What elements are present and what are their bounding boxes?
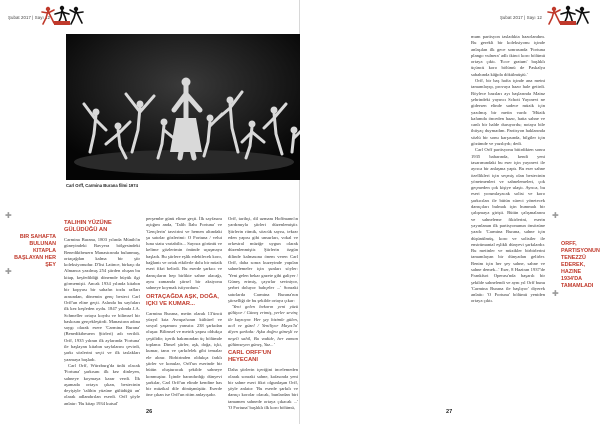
carmina-burana-photo xyxy=(66,34,302,180)
cross-ornament-icon: ✚ xyxy=(552,289,559,298)
paragraph: perşembe günü elime geçti. İlk sayfasını açtığım anda, 'Talih İlahı Fortuna' ve 'Gençlerin' tasvirini ve hemen altındaki şu satırlar gözlerimi: O Fortuna / velut luna statu variabilis... Sayısız görüntü ve kelime gözlerimin önünde uçuşmaya başladı. Bu şiirlere eşlik edebilecek koro, bağlantı ve ortak etkilerle dolu bir müzik eseri fikri belirdi. Bu eserde şarkıcı ve dansçıların hep birlikte sahne alacağı, aynı zamanda şiirsel bir aksiyonu sahneye koymak istiyordum.' xyxy=(146,216,222,291)
article-column-2 xyxy=(146,216,222,406)
quoted-verse: 'Yeni gelen bekarın yeni yüzü gülüyor / Güneş erimiş, yerler sevinç ile kaynıyor. Her şey bizimle gülen, acil ve güzel / Yeniliyor Mayıs'la' diyen şarkıda: Aşka doğru güneşli ve neşeli sahil, Bu vadide, her zaman gülümseyen güneş, Yaz...' xyxy=(228,304,298,347)
photo-caption: Carl Orff, Carmina Burana filmi 1974 xyxy=(66,183,138,188)
magazine-logo xyxy=(546,4,590,26)
article-column-3 xyxy=(228,216,298,411)
right-page xyxy=(300,0,600,424)
article-column-1 xyxy=(64,220,140,406)
magazine-logo xyxy=(40,4,84,26)
pull-quote-left: BIR SAHAFTA BULUNAN KITAPLA BAŞLAYAN HER ŞEY xyxy=(14,234,56,268)
paragraph: Orff, tarihçi, dil uzmanı Hoffmann'ın yardımıyla şiirleri düzenlemiştir. Şiirlerin ritmik, sözcük sayısı, tekrar eden yapısı gibi unsurları, vokal ve orkestral müziğe uygun olarak düzenlenmiştir. Şiirlerin özgün dilinde kalmasına önem veren Carl Orff, daha sonra kuzeyinde yapılan sahnelemeler için şunları söyler: 'Yeni gelen bekar gazete gibi galiyer / Güneş erimiş, çayırlar seviniyor, şerbet doluyor bahçeler ...' Sonraki satırlarda Carmina Burana'nın şiirselliği de bu şekilde ortaya çıkar: xyxy=(228,216,298,303)
paragraph: Carmina Burana, 1803 yılında Münih'in güneyindeki Bavyera bölgesindeki Benediktbeuern Manastırında bulunmuş, ortaçağdan kalma bir şiir koleksiyonudur. D'lisi Latince, birkaçı da Almanca yazılmış 254 şiirden oluşan bu kitap, keşfedildiği dönemde büyük ilgi görmemişti. Ancak 1934 yılında kitabın bir kopyası bir sahafın tozlu rafları arasından, dönemin genç besteci Carl Orff'un eline geçti. Aslında bu sayfaları ilk kez keşfeden oydu. 1847 yılında J.A. Schmeller ortaya koydu ve bilimsel bir baskısını gerçekleştirdi. Manastırın adına saygı olarak esere 'Carmina Burana' (Benediktbeuern Şiirleri) adı verildi. Orff, 1935 yılının ilk aylarında 'Fortuna' ile başlayan kitabın sayfalarını çevirdi, şarkı sözlerini seçti ve ilk taslakları yazmaya başladı. xyxy=(64,237,140,362)
section-heading: ORTAÇAĞDA AŞK, DOĞA, IÇKI VE KUMAR... xyxy=(146,293,219,307)
paragraph: Carl Orff, Würzburg'da ünlü olacak 'Fortuna' şarkısını ilk kez dinleyen, sahneye koymaya karar verdi. İlk aşamada ortaya çıkan, bestecinin deyişiyle 'talihin yüzüne gülüdüğü an' olarak adlandırılan eserdi. Orff şöyle anlatır: 'Bu kitap 1934 kutsal' xyxy=(64,362,140,406)
issue-label: Şubat 2017 | Sayı 12 xyxy=(499,15,542,20)
cross-ornament-icon: ✚ xyxy=(5,211,12,220)
dancers-logo-icon xyxy=(546,4,590,26)
page-number: 26 xyxy=(146,409,153,415)
dancers-logo-icon xyxy=(40,4,84,26)
paragraph: Daha şiirlerin içeriğini incelemeden olarak sonraki sahne, kafasında yeni bir sahne eseri fikri olgunlaşan Orff, şöyle anlatır: 'Bu eserde şarkılı ve dansçı korolar olacak, bunlardan biri tamamen sahnede ortaya çıkacak ...' 'O Fortuna' başlıklı ilk koro bölümü, xyxy=(228,367,298,411)
section-heading: CARL ORFF'UN HEYECANI xyxy=(228,350,272,364)
article-column-6 xyxy=(471,34,545,406)
page-number: 27 xyxy=(446,409,453,415)
dancers-stage-photo-icon xyxy=(66,34,302,180)
cross-ornament-icon: ✚ xyxy=(552,211,559,220)
section-heading: TALIHIN YÜZÜNE GÜLÜDÜĞÜ AN xyxy=(64,220,112,233)
issue-label: Şubat 2017 | Sayı 12 xyxy=(8,15,51,20)
paragraph: Orff, bir baş hafta içinde ana metni tamamlayıp, provaya hazır hale getirdi. Böylece bazıları ayı başlarında Mainz şehrindeki yayıncı Schott Yayınevi ne gidersen elinde sadece müzik için yazılmış bir metin vardı: 'Müzik kafamda önceden hazır, hatta sahne ve canlı bir halde duruyordu; notaya bile ihtiyaç duymadım. Partisyon haklarında sözlü bir sonu karşısında, bilgiler için gözümde ve yazılıydı; dedi. xyxy=(471,78,545,147)
cross-ornament-icon: ✚ xyxy=(5,267,12,276)
pull-quote-right: ORFF, PARTISYONUN TENEZZÜ EDEREK, HAZINE 1934'DA TAMAMLADI xyxy=(561,241,600,289)
paragraph: Carl Orff partisyonu bitirdikten sonra 1935 baharında, kendi yeni tasarımındaki bu eser için yayınevi ile ayrıca bir anlaşma yaptı. Bu eser sahne özellikleri için seçmiş olan bestecinin yönetmenleri ve sahnelemeleri, çok geçmeden çok kişiye ulaştı. Ayrıca, bu eseri yorumlayacak solist ve koro şarkıcıları ile bütün süreci yönetecek dansçıları bulmak için hummalı bir çalışmaya girişti. Bütün çalışmalarını ve sahneleme fikirlerini, eserin yayınlanan ilk partisyonunun önsözüne yazdı: 'Carmina Burana, sahne için düşünülmüş, koro ve solistler ile enstrümantal eşlikli dünyevi şarkılardır. Bu metinler ve müzikler birbirlerini tamamlayan bir dünyadan gelirler. Benim için her şey sahne, sahne ve sahne demek...' Eser, 8 Haziran 1937'de Frankfurt Operası'nda başarılı bir şekilde sahnelendi ve aynı yıl Orff bunu 'Carmina Burana ile başlıyor' diyerek anlattı: 'O Fortuna' bölümü yeniden ortaya çıktı. xyxy=(471,147,545,304)
paragraph: mum partisyon tasladıkta hazırlandım. Bu gerekli bir koleksiyonu içinde anlaşılan ilk gece sonrasında 'Fortuna plango vulnera' adlı ikinci koro bölümü ortaya çıktı. 'Ecce gratum' başlıklı üçüncü koro bölümü de Paskalya sabahında kâğıda dökülmüştü.' xyxy=(471,34,545,77)
paragraph: Carmina Burana, metin olarak 13'üncü yüzyıl kıta Avrupa'sının kültürel ve sosyal yaşamını yansıtır. 238 şarkıdan oluşur. Bilimsel ve metrik yapısı oldukça çeşitlidir; içerik bakımından üç bölümde toplanır. Dinsel şiirler, aşk, doğa, içki, kumar, tanrı ve çarkıfelek gibi temalar ele alınır. Birbirinden oldukça farklı şiirler ve konular, Orff'un eserinde bir bütün oluşturacak şekilde sahneye konmuştur. İçinde barındırdığı dünyevi şarkılar, Carl Orff'un elinde kendine has bir müzikal dile dönüşmüştür. Eserde öne çıkan ise Orff'un ritim anlayışıdır. xyxy=(146,310,222,398)
